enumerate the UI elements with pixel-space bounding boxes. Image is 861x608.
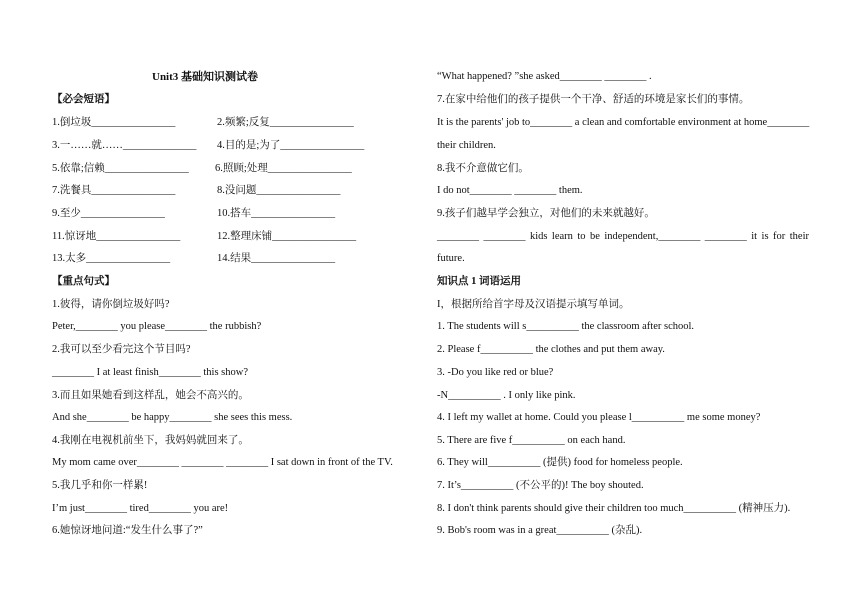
exercise-item: 7. It’s__________ (不公平的)! The boy shouted. <box>437 480 644 491</box>
phrase-item: 11.惊讶地________________ <box>52 231 181 242</box>
sentence-line: Peter,________ you please________ the rubbish? <box>52 321 262 332</box>
phrase-item: 1.倒垃圾________________ <box>52 117 176 128</box>
exercise-item: 3. -Do you like red or blue? <box>437 367 554 378</box>
section-knowledge-heading: 知识点 1 词语运用 <box>437 276 521 287</box>
exercise-item: 2. Please f__________ the clothes and put them away. <box>437 344 665 355</box>
sentence-line: I do not________ ________ them. <box>437 185 583 196</box>
sentence-line: ________ I at least finish________ this show? <box>52 367 248 378</box>
exercise-instruction: I，根据所给首字母及汉语提示填写单词。 <box>437 299 630 310</box>
sentence-line: their children. <box>437 140 496 151</box>
phrase-item: 6.照顾;处理________________ <box>215 163 352 174</box>
sentence-line: My mom came over________ ________ ________ I sat down in front of the TV. <box>52 457 393 468</box>
sentence-line: 1.彼得，请你倒垃圾好吗? <box>52 299 170 310</box>
phrase-item: 13.太多________________ <box>52 253 171 264</box>
phrase-item: 3.一……就……______________ <box>52 140 197 151</box>
phrase-item: 2.频繁;反复________________ <box>217 117 354 128</box>
phrase-item: 9.至少________________ <box>52 208 165 219</box>
phrase-item: 4.目的是;为了________________ <box>217 140 365 151</box>
sentence-line: And she________ be happy________ she sees this mess. <box>52 412 293 423</box>
exercise-item: 9. Bob's room was in a great__________ (杂乱). <box>437 525 643 536</box>
sentence-line: 2.我可以至少看完这个节目吗? <box>52 344 191 355</box>
sentence-line: future. <box>437 253 465 264</box>
sentence-line-justified: ________ ________ kids learn to be independent,________ ________ it is for their <box>437 231 809 242</box>
sentence-line: 7.在家中给他们的孩子提供一个干净、舒适的环境是家长们的事情。 <box>437 94 750 105</box>
sentence-line: I’m just________ tired________ you are! <box>52 503 229 514</box>
section-sentences-heading: 【重点句式】 <box>52 276 115 287</box>
phrase-item: 8.没问题________________ <box>217 185 341 196</box>
exercise-item: 8. I don't think parents should give their children too much__________ (精神压力). <box>437 503 791 514</box>
exercise-item: 1. The students will s__________ the classroom after school. <box>437 321 695 332</box>
sentence-line: It is the parents' job to________ a clean and comfortable environment at home________ <box>437 117 810 128</box>
section-phrases-heading: 【必会短语】 <box>52 94 115 105</box>
phrase-item: 12.整理床铺________________ <box>217 231 357 242</box>
sentence-line: 9.孩子们越早学会独立，对他们的未来就越好。 <box>437 208 655 219</box>
phrase-item: 7.洗餐具________________ <box>52 185 176 196</box>
sentence-line: 4.我刚在电视机前坐下，我妈妈就回来了。 <box>52 435 249 446</box>
sentence-line: “What happened? ”she asked________ ________ . <box>437 71 652 82</box>
sentence-line: 3.而且如果她看到这样乱，她会不高兴的。 <box>52 390 249 401</box>
sentence-line: 8.我不介意做它们。 <box>437 163 529 174</box>
page-title: Unit3 基础知识测试卷 <box>152 71 259 83</box>
phrase-item: 14.结果________________ <box>217 253 336 264</box>
exercise-item: 4. I left my wallet at home. Could you please l__________ me some money? <box>437 412 761 423</box>
phrase-item: 10.搭车________________ <box>217 208 336 219</box>
exercise-item: 6. They will__________ (提供) food for homeless people. <box>437 457 683 468</box>
exercise-item: -N__________ . I only like pink. <box>437 390 576 401</box>
exercise-item: 5. There are five f__________ on each hand. <box>437 435 626 446</box>
sentence-line: 6.她惊讶地问道:“发生什么事了?” <box>52 525 203 536</box>
sentence-line: 5.我几乎和你一样累! <box>52 480 148 491</box>
phrase-item: 5.依靠;信赖________________ <box>52 163 189 174</box>
